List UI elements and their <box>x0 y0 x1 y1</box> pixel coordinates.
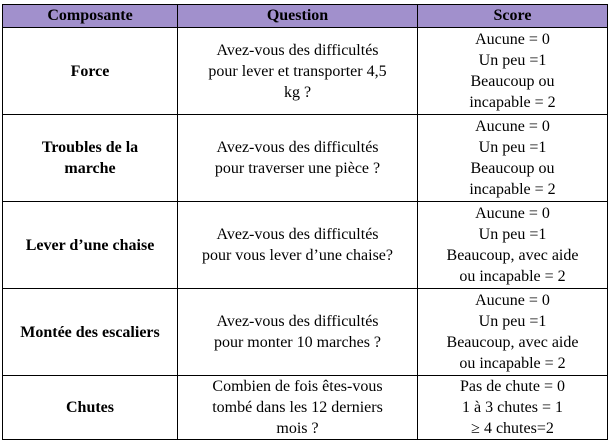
component-cell: Chutes <box>3 376 178 440</box>
question-line: Avez-vous des difficultés <box>216 41 379 59</box>
question-line: tombé dans les 12 derniers <box>212 399 383 416</box>
question-line: Combien de fois êtes-vous <box>212 378 383 395</box>
question-line: pour lever et transporter 4,5 <box>208 62 387 80</box>
question-line: Avez-vous des difficultés <box>216 226 379 243</box>
score-line: Un peu =1 <box>478 139 547 156</box>
header-question: Question <box>178 5 418 28</box>
question-line: mois ? <box>276 420 319 437</box>
table-row-falls <box>3 376 608 440</box>
header-row <box>3 5 608 28</box>
score-line: ou incapable = 2 <box>459 268 566 285</box>
score-line: ≥ 4 chutes=2 <box>471 420 554 437</box>
score-line: Aucune = 0 <box>475 31 550 48</box>
score-line: Pas de chute = 0 <box>460 378 565 395</box>
score-line: incapable = 2 <box>469 181 556 198</box>
question-line: kg ? <box>283 83 312 101</box>
score-line: Aucune = 0 <box>475 292 550 309</box>
question-line: Avez-vous des difficultés <box>216 313 379 330</box>
component-cell: Montée des escaliers <box>3 289 178 376</box>
table-row-force <box>3 28 608 115</box>
component-cell: Force <box>3 28 178 115</box>
sarcopenia-table <box>2 4 608 440</box>
score-line: Beaucoup, avec aide <box>446 247 579 264</box>
score-line: Beaucoup, avec aide <box>446 334 579 351</box>
score-line: Beaucoup ou <box>470 73 555 90</box>
score-cell <box>418 289 608 376</box>
question-line: pour vous lever d’une chaise? <box>201 247 394 264</box>
question-line: Avez-vous des difficultés <box>216 139 379 156</box>
score-line: Un peu =1 <box>478 226 547 243</box>
question-cell <box>178 202 418 289</box>
question-cell <box>178 115 418 202</box>
score-line: Aucune = 0 <box>475 118 550 135</box>
header-score: Score <box>418 5 608 28</box>
score-line: Aucune = 0 <box>475 205 550 222</box>
score-line: Beaucoup ou <box>470 160 555 177</box>
table-row-chair <box>3 202 608 289</box>
question-cell <box>178 289 418 376</box>
question-line: pour traverser une pièce ? <box>214 160 381 177</box>
score-cell <box>418 115 608 202</box>
score-cell <box>418 202 608 289</box>
header-component: Composante <box>3 5 178 28</box>
score-line: ou incapable = 2 <box>459 355 566 372</box>
component-cell <box>3 115 178 202</box>
question-line: pour monter 10 marches ? <box>213 334 382 351</box>
component-cell: Lever d’une chaise <box>3 202 178 289</box>
question-cell <box>178 28 418 115</box>
score-line: Un peu =1 <box>478 52 547 69</box>
score-line: 1 à 3 chutes = 1 <box>462 399 563 416</box>
component-line: Troubles de la <box>41 139 139 156</box>
score-line: Un peu =1 <box>478 313 547 330</box>
component-line: marche <box>64 160 116 177</box>
score-cell <box>418 376 608 440</box>
score-cell <box>418 28 608 115</box>
table-row-walking <box>3 115 608 202</box>
question-cell <box>178 376 418 440</box>
score-line: incapable = 2 <box>469 94 556 111</box>
table-row-stairs <box>3 289 608 376</box>
